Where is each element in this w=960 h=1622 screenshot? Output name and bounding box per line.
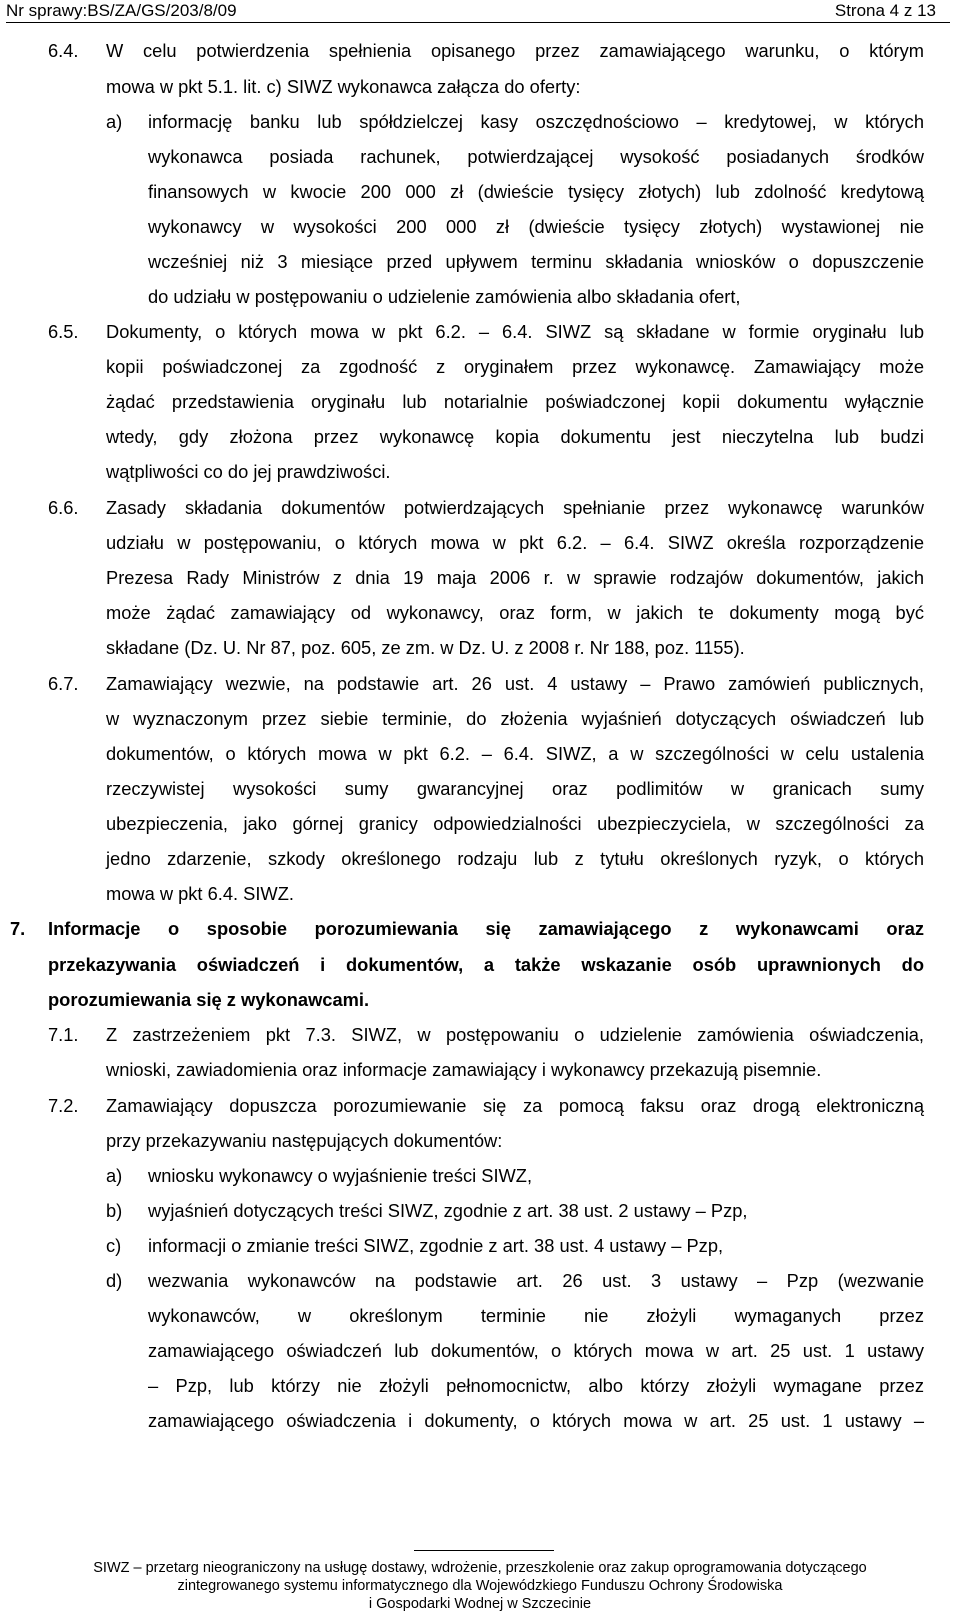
list-item-line: informacji o zmianie treści SIWZ, zgodnie z art. 38 ust. 4 ustawy – Pzp,	[148, 1235, 724, 1256]
list-item-line: finansowych w kwocie 200 000 zł (dwieście tysięcy złotych) lub zdolność kredytową	[148, 181, 924, 202]
list-item-line: wyjaśnień dotyczących treści SIWZ, zgodnie z art. 38 ust. 2 ustawy – Pzp,	[148, 1200, 748, 1221]
list-item-line: zamawiającego oświadczeń lub dokumentów, o których mowa w art. 25 ust. 1 ustawy	[148, 1340, 924, 1361]
paragraph-line: przy przekazywaniu następujących dokumentów:	[106, 1130, 503, 1151]
paragraph-line: w wyznaczonym przez siebie terminie, do złożenia wyjaśnień dotyczących oświadczeń lub	[106, 708, 924, 729]
footer-divider	[414, 1550, 554, 1551]
page-footer	[0, 1550, 960, 1622]
list-marker-d: d)	[106, 1270, 123, 1291]
paragraph-line: Z zastrzeżeniem pkt 7.3. SIWZ, w postępowaniu o udzielenie zamówienia oświadczenia,	[106, 1024, 924, 1045]
paragraph-line: Dokumenty, o których mowa w pkt 6.2. – 6.4. SIWZ są składane w formie oryginału lub	[106, 321, 924, 342]
list-marker-a: a)	[106, 111, 123, 132]
paragraph-line: składane (Dz. U. Nr 87, poz. 605, ze zm. w Dz. U. z 2008 r. Nr 188, poz. 1155).	[106, 637, 745, 658]
section-number-6-5: 6.5.	[48, 321, 79, 342]
footer-line: zintegrowanego systemu informatycznego dla Wojewódzkiego Funduszu Ochrony Środowiska	[177, 1578, 783, 1594]
list-item-line: wniosku wykonawcy o wyjaśnienie treści SIWZ,	[148, 1165, 533, 1186]
section-heading: porozumiewania się z wykonawcami.	[48, 989, 370, 1010]
paragraph-line: mowa w pkt 5.1. lit. c) SIWZ wykonawca załącza do oferty:	[106, 76, 581, 97]
list-item-line: wykonawca posiada rachunek, potwierdzającej wysokość posiadanych środków	[148, 146, 924, 167]
paragraph-line: kopii poświadczonej za zgodność z oryginałem przez wykonawcę. Zamawiający może	[106, 356, 924, 377]
paragraph-line: ubezpieczenia, jako górnej granicy odpowiedzialności ubezpieczyciela, w szczególności za	[106, 813, 924, 834]
paragraph-line: wtedy, gdy złożona przez wykonawcę kopia dokumentu jest nieczytelna lub budzi	[106, 426, 924, 447]
section-number-6-6: 6.6.	[48, 497, 79, 518]
list-item-line: – Pzp, lub którzy nie złożyli pełnomocnictw, albo którzy złożyli wymagane przez	[148, 1375, 924, 1396]
list-item-line: do udziału w postępowaniu o udzielenie zamówienia albo składania ofert,	[148, 286, 741, 307]
page-number: Strona 4 z 13	[834, 1, 936, 20]
section-number-6-4: 6.4.	[48, 40, 79, 61]
list-item-line: wykonawców, w określonym terminie nie złożyli wymaganych przez	[148, 1305, 924, 1326]
list-item-line: wykonawcy w wysokości 200 000 zł (dwieście tysięcy złotych) wystawionej nie	[148, 216, 924, 237]
paragraph-line: Zamawiający wezwie, na podstawie art. 26 ust. 4 ustawy – Prawo zamówień publicznych,	[106, 673, 924, 694]
list-marker-b: b)	[106, 1200, 123, 1221]
paragraph-line: mowa w pkt 6.4. SIWZ.	[106, 883, 294, 904]
section-heading: Informacje o sposobie porozumiewania się zamawiającego z wykonawcami oraz	[48, 918, 924, 939]
paragraph-line: może żądać zamawiający od wykonawcy, oraz form, w jakich te dokumenty mogą być	[106, 602, 924, 623]
list-item-line: zamawiającego oświadczenia i dokumenty, o których mowa w art. 25 ust. 1 ustawy –	[148, 1410, 924, 1431]
paragraph-line: wątpliwości co do jej prawdziwości.	[106, 461, 391, 482]
list-marker-c: c)	[106, 1235, 122, 1256]
footer-line: i Gospodarki Wodnej w Szczecinie	[368, 1596, 592, 1612]
page-header	[6, 0, 950, 23]
list-item-line: informację banku lub spółdzielczej kasy oszczędnościowo – kredytowej, w których	[148, 111, 924, 132]
section-number-7-1: 7.1.	[48, 1024, 79, 1045]
paragraph-line: Zasady składania dokumentów potwierdzających spełnianie przez wykonawcę warunków	[106, 497, 924, 518]
paragraph-line: jedno zdarzenie, szkody określonego rodzaju lub z tytułu określonych ryzyk, o których	[106, 848, 924, 869]
document-number: Nr sprawy:BS/ZA/GS/203/8/09	[6, 1, 237, 20]
paragraph-line: rzeczywistej wysokości sumy gwarancyjnej oraz podlimitów w granicach sumy	[106, 778, 924, 799]
footer-line: SIWZ – przetarg nieograniczony na usługę dostawy, wdrożenie, przeszkolenie oraz zakup oprogramowania dotyczącego	[93, 1560, 867, 1576]
paragraph-line: dokumentów, o których mowa w pkt 6.2. – 6.4. SIWZ, a w szczególności w celu ustalenia	[106, 743, 924, 764]
list-marker-a: a)	[106, 1165, 123, 1186]
section-number-7: 7.	[10, 918, 26, 939]
paragraph-line: żądać przedstawienia oryginału lub notarialnie poświadczonej kopii dokumentu wyłącznie	[106, 391, 924, 412]
paragraph-line: Prezesa Rady Ministrów z dnia 19 maja 2006 r. w sprawie rodzajów dokumentów, jakich	[106, 567, 924, 588]
paragraph-line: wnioski, zawiadomienia oraz informacje zamawiający i wykonawcy przekazują pisemnie.	[106, 1059, 822, 1080]
paragraph-line: W celu potwierdzenia spełnienia opisanego przez zamawiającego warunku, o którym	[106, 40, 924, 61]
paragraph-line: Zamawiający dopuszcza porozumiewanie się za pomocą faksu oraz drogą elektroniczną	[106, 1095, 924, 1116]
list-item-line: wcześniej niż 3 miesiące przed upływem terminu składania wniosków o dopuszczenie	[148, 251, 924, 272]
list-item-line: wezwania wykonawców na podstawie art. 26 ust. 3 ustawy – Pzp (wezwanie	[148, 1270, 924, 1291]
paragraph-line: udziału w postępowaniu, o których mowa w pkt 6.2. – 6.4. SIWZ określa rozporządzenie	[106, 532, 924, 553]
section-number-6-7: 6.7.	[48, 673, 79, 694]
section-number-7-2: 7.2.	[48, 1095, 79, 1116]
section-heading: przekazywania oświadczeń i dokumentów, a także wskazanie osób uprawnionych do	[48, 954, 924, 975]
